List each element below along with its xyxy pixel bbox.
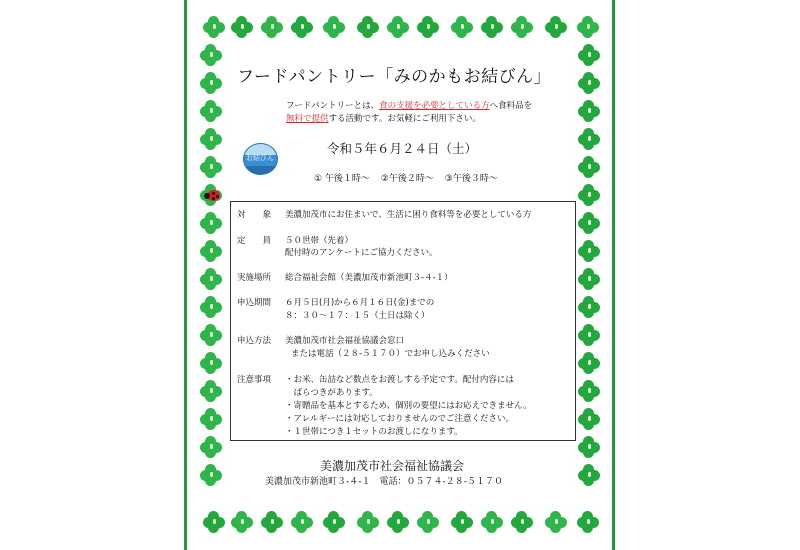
method-label: 申込方法: [237, 336, 272, 346]
clover-icon: [451, 511, 473, 533]
clover-icon: [578, 240, 600, 262]
clover-icon: [387, 511, 409, 533]
clover-icon: [578, 184, 600, 206]
intro-highlight-2: 無料で提供: [286, 114, 329, 124]
left-border-line: [184, 0, 187, 550]
time-slot: ②午後２時～: [380, 174, 434, 184]
clover-icon: [417, 511, 439, 533]
note-item: ・１世帯につき１セットのお渡しになります。: [285, 427, 463, 437]
intro-highlight-1: 食の支援を必要としている方: [379, 101, 490, 111]
omusubin-logo: [243, 143, 278, 175]
clover-icon: [578, 380, 600, 402]
notes-label: 注意事項: [237, 375, 272, 385]
clover-icon: [511, 511, 533, 533]
clover-icon: [451, 16, 473, 38]
clover-icon: [200, 268, 222, 290]
clover-icon: [200, 156, 222, 178]
intro-text-2: へ食料品を: [489, 101, 533, 111]
period-label: 申込期間: [237, 298, 272, 308]
clover-icon: [545, 16, 567, 38]
clover-icon: [323, 511, 345, 533]
capacity-label: 定 員: [237, 236, 272, 246]
clover-icon: [200, 296, 222, 318]
method-value: 美濃加茂市社会福祉協議会窓口: [285, 336, 405, 346]
clover-icon: [578, 408, 600, 430]
capacity-value: ５０世帯（先着）: [285, 236, 354, 246]
clover-icon: [323, 16, 345, 38]
clover-icon: [200, 212, 222, 234]
clover-icon: [578, 324, 600, 346]
clover-icon: [200, 128, 222, 150]
intro-text-1: フードパントリーとは、: [286, 101, 380, 111]
clover-icon: [577, 16, 599, 38]
organization-address: 美濃加茂市新池町３-４-１ 電話：０５７４-２８-５１７０: [265, 477, 503, 487]
clover-icon: [578, 436, 600, 458]
clover-icon: [417, 16, 439, 38]
clover-icon: [357, 511, 379, 533]
clover-icon: [200, 100, 222, 122]
organization-name: 美濃加茂市社会福祉協議会: [320, 459, 465, 473]
clover-icon: [200, 464, 222, 486]
clover-icon: [261, 16, 283, 38]
note-item: ・お米、缶詰など数点をお渡しする予定です。配付内容には: [285, 375, 514, 385]
clover-icon: [357, 16, 379, 38]
period-value: ６月５日(月)から６月１６日(金)までの: [285, 298, 435, 308]
time-slot: ③午後３時～: [444, 174, 498, 184]
clover-icon: [291, 511, 313, 533]
clover-icon: [203, 16, 225, 38]
period-hours: ８：３０～１７：１５（土日は除く）: [285, 311, 430, 321]
clover-icon: [231, 511, 253, 533]
venue-value: 総合福祉会館（美濃加茂市新池町３-４-１）: [285, 273, 453, 283]
clover-icon: [203, 511, 225, 533]
clover-icon: [200, 408, 222, 430]
clover-icon: [481, 16, 503, 38]
note-item: ばらつきがあります。: [285, 388, 378, 398]
target-value: 美濃加茂市にお住まいで、生活に困り食料等を必要としている方: [285, 210, 532, 220]
right-border-line: [612, 0, 615, 550]
method-phone: または電話（２８-５１７０）でお申し込みください: [291, 349, 490, 359]
time-slots: [314, 171, 506, 184]
clover-icon: [200, 324, 222, 346]
clover-icon: [578, 296, 600, 318]
target-label: 対 象: [237, 210, 272, 220]
clover-icon: [200, 352, 222, 374]
clover-icon: [578, 128, 600, 150]
clover-icon: [387, 16, 409, 38]
clover-icon: [545, 511, 567, 533]
logo-text: お結びん: [246, 154, 274, 162]
clover-icon: [481, 511, 503, 533]
clover-icon: [578, 352, 600, 374]
clover-icon: [578, 44, 600, 66]
note-item: ・寄贈品を基本とするため、個別の要望にはお応えできません。: [285, 401, 532, 411]
time-slot: ① 午後１時～: [314, 174, 370, 184]
capacity-note: 配付時のアンケートにご協力ください。: [285, 248, 438, 258]
clover-icon: [200, 240, 222, 262]
clover-icon: [511, 16, 533, 38]
clover-icon: [577, 511, 599, 533]
details-box: [230, 201, 576, 441]
clover-icon: [261, 511, 283, 533]
clover-icon: [578, 100, 600, 122]
clover-icon: [200, 380, 222, 402]
intro-text: [286, 100, 532, 126]
intro-text-3: する活動です。お気軽にご利用下さい。: [328, 114, 481, 124]
clover-icon: [578, 464, 600, 486]
page-title: フードパントリー「みのかもお結びん」: [237, 67, 552, 87]
clover-icon: [200, 44, 222, 66]
ladybug-icon: [205, 188, 223, 202]
clover-icon: [578, 72, 600, 94]
clover-icon: [200, 436, 222, 458]
venue-label: 実施場所: [237, 273, 272, 283]
clover-icon: [200, 72, 222, 94]
clover-icon: [578, 156, 600, 178]
note-item: ・アレルギーには対応しておりませんのでご注意ください。: [285, 414, 514, 424]
clover-icon: [578, 268, 600, 290]
clover-icon: [578, 212, 600, 234]
clover-icon: [291, 16, 313, 38]
clover-icon: [231, 16, 253, 38]
event-date: 令和５年６月２４日（土）: [327, 141, 478, 156]
